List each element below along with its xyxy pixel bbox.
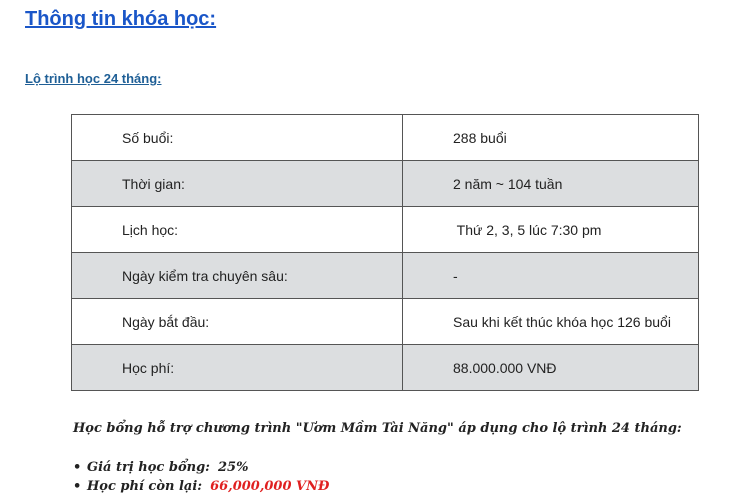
row-label-assessment-date: Ngày kiểm tra chuyên sâu: [72, 253, 403, 299]
list-item [73, 477, 329, 496]
table-row [72, 345, 699, 391]
table-row [72, 115, 699, 161]
list-item [73, 458, 329, 477]
remaining-fee-label: Học phí còn lại: [87, 479, 203, 494]
row-value-duration: 2 năm ~ 104 tuần [403, 161, 699, 207]
page-title[interactable]: Thông tin khóa học: [25, 8, 217, 30]
bullet-icon: • [73, 460, 82, 475]
scholarship-value-label: Giá trị học bổng: [87, 460, 210, 475]
course-info-table [71, 114, 699, 391]
table-row [72, 207, 699, 253]
row-label-tuition: Học phí: [72, 345, 403, 391]
row-value-sessions: 288 buổi [403, 115, 699, 161]
remaining-fee-value: 66,000,000 VNĐ [210, 479, 330, 494]
row-value-tuition: 88.000.000 VNĐ [403, 345, 699, 391]
row-value-start-date: Sau khi kết thúc khóa học 126 buổi [403, 299, 699, 345]
row-label-start-date: Ngày bắt đầu: [72, 299, 403, 345]
row-value-assessment-date: - [403, 253, 699, 299]
bullet-icon: • [73, 479, 82, 494]
row-label-sessions: Số buổi: [72, 115, 403, 161]
table-row [72, 253, 699, 299]
row-label-schedule: Lịch học: [72, 207, 403, 253]
scholarship-details-list [73, 458, 329, 496]
scholarship-value: 25% [217, 460, 249, 475]
row-label-duration: Thời gian: [72, 161, 403, 207]
table-row [72, 299, 699, 345]
course-path-heading[interactable]: Lộ trình học 24 tháng: [25, 71, 162, 86]
row-value-schedule: Thứ 2, 3, 5 lúc 7:30 pm [403, 207, 699, 253]
table-row [72, 161, 699, 207]
scholarship-note: Học bổng hỗ trợ chương trình "Ươm Mầm Tài Năng" áp dụng cho lộ trình 24 tháng: [73, 421, 682, 436]
